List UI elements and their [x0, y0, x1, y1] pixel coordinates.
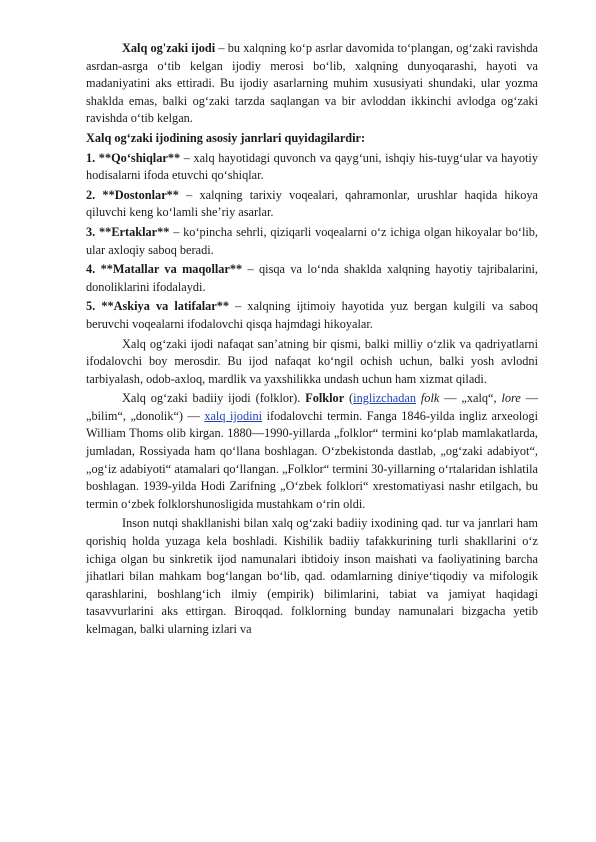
genre-label: 1. **Qo‘shiqlar**	[86, 150, 181, 165]
intro-paragraph	[86, 40, 538, 128]
genres-heading: Xalq og‘zaki ijodining asosiy janrlari quyidagilardir:	[86, 130, 366, 145]
genre-label: 3. **Ertaklar**	[86, 224, 170, 239]
folk-word: folk	[420, 391, 440, 406]
folklore-term: Folklor	[305, 391, 345, 406]
genre-text: – ko‘pincha sehrli, qiziqarli voqealarni o‘z ichiga olgan hikoyalar bo‘lib, ular axloqiy saboq beradi.	[86, 224, 538, 257]
genre-label: 2. **Dostonlar**	[86, 187, 179, 202]
genre-item	[86, 261, 538, 296]
origins-paragraph: Inson nutqi shakllanishi bilan xalq og‘zaki badiiy ixodining qad. tur va janrlari ham qorishiq holda yuzaga kela boshladi. Kishilik badiiy tafakkurining turli shakllarini o‘z ichiga olgan bu sinkretik ijod namunalari ibtidoiy inson maishati va faoliyatining barcha jihatlari bilan mahkam bog‘langan bo‘lib, qad. odamlarning diniye‘tiqodiy va mifologik qarashlarini, boshlang‘ich ilmiy (empirik) bilimlarini, tabiat va jamiyat haqidagi tasavvurlarini aks ettirgan. Biroqqad. folklorning bunday namunalari bizgacha yetib kelmagan, balki ularning izlari va	[86, 516, 538, 636]
genre-text: – xalqning tarixiy voqealari, qahramonlar, urushlar haqida hikoya qiluvchi keng ko‘lamli she’riy asarlar.	[86, 187, 538, 220]
folklore-lead: Xalq og‘zaki badiiy ijodi (folklor).	[122, 391, 306, 406]
inglizchadan-link[interactable]: inglizchadan	[353, 391, 416, 406]
genre-text: – xalq hayotidagi quvonch va qayg‘uni, ishqiy his-tuyg‘ular va hayotiy hodisalarni ifoda etuvchi qo‘shiqlar.	[86, 150, 538, 183]
folklore-text: — „bilim“, „donolik“) —	[86, 391, 538, 423]
folklore-text: — „xalq“,	[439, 391, 502, 406]
document-page	[86, 40, 538, 641]
genre-label: 5. **Askiya va latifalar**	[86, 299, 230, 314]
genre-item	[86, 224, 538, 259]
xalq-ijodi-link[interactable]: xalq ijodini	[204, 408, 263, 423]
folklore-paragraph	[86, 390, 538, 513]
genre-item	[86, 150, 538, 185]
intro-text: – bu xalqning ko‘p asrlar davomida to‘plangan, og‘zaki ravishda asrdan-asrga o‘tib kelgan ijodiy merosi bo‘lib, xalqning dunyoqarashi, hayoti va madaniyatini aks ettiradi. Bu ijodiy asarlarning muhim xususiyati shundaki, ular yozma shaklda emas, balki og‘zaki tarzda saqlangan va bir avloddan ikkinchi avlodga og‘zaki ravishda o‘tib kelgan.	[86, 41, 538, 126]
folklore-text: ifodalovchi termin. Fanga 1846-yilda ingliz arxeologi William Thoms olib kirgan. 1880—1990-yillarda „folklor“ termini ko‘plab mamlakatlarda, jumladan, Rossiyada ham qo‘llana boshlagan. O‘zbekistonda dastlab, „og‘zaki adabiyot“, „og‘iz adabiyoti“ atamalari qo‘llangan. „Folklor“ termini 30-yillarning o‘rtalaridan ishlatila boshlagan. 1939-yilda Hodi Zarifning „O‘zbek folklori“ xrestomatiyasi nashr etilgach, bu termin o‘zbek folklorshunosligida mustahkam o‘rin oldi.	[86, 408, 538, 511]
genre-label: 4. **Matallar va maqollar**	[86, 262, 243, 277]
lore-word: lore	[501, 391, 521, 406]
genre-text: – qisqa va lo‘nda shaklda xalqning hayotiy tajribalarini, donoliklarini ifodalaydi.	[86, 262, 538, 294]
genre-item	[86, 298, 538, 333]
genre-text: – xalqning ijtimoiy hayotida yuz bergan kulgili va saboq beruvchi voqealarni ifodalovchi qisqa hajmdagi hikoyalar.	[86, 299, 538, 331]
intro-term: Xalq og'zaki ijodi	[122, 41, 216, 55]
genre-item	[86, 187, 538, 222]
folklore-text: (	[344, 391, 354, 406]
heritage-paragraph: Xalq og‘zaki ijodi nafaqat san’atning bir qismi, balki milliy o‘zlik va qadriyatlarni ifodalovchi boy merosdir. Bu ijod nafaqat ko‘ngil ochish uchun, balki yosh avlodni tarbiyalash, odob-axloq, mardlik va yaxshilikka undash uchun ham xizmat qiladi.	[86, 336, 538, 386]
